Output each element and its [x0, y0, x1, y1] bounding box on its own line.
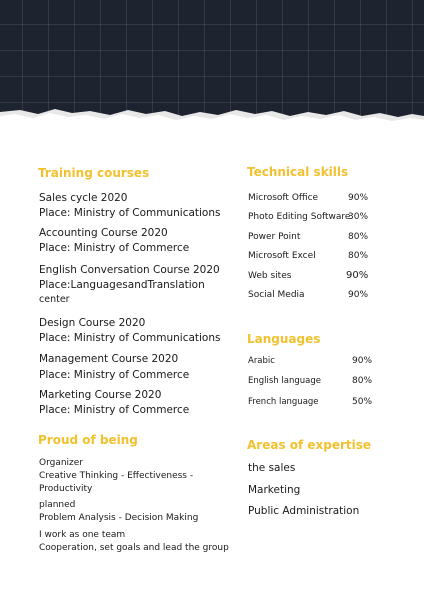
torn-paper-edge: [0, 98, 424, 138]
course-name: Sales cycle 2020: [39, 192, 128, 204]
course-place-continued: center: [39, 294, 70, 305]
language-name: French language: [248, 397, 319, 407]
language-percent: 80%: [352, 376, 373, 386]
expertise-item: the sales: [248, 462, 296, 474]
language-name: English language: [248, 376, 321, 386]
skill-name: Photo Editing Software: [248, 212, 351, 222]
course-place: Place: Ministry of Commerce: [39, 369, 190, 381]
course-place: Place: Ministry of Communications: [39, 332, 221, 344]
skill-percent: 80%: [348, 232, 369, 242]
proud-item: Problem Analysis - Decision Making: [39, 513, 199, 523]
skill-percent: 80%: [348, 251, 369, 261]
proud-item: Organizer: [39, 458, 84, 468]
course-name: Design Course 2020: [39, 317, 146, 329]
place-word: Place:: [39, 279, 71, 291]
place-word: Languages: [70, 279, 128, 291]
expertise-item: Marketing: [248, 484, 301, 496]
place-word: Translation: [147, 279, 205, 291]
skill-name: Microsoft Office: [248, 193, 319, 203]
training-courses-heading: Training courses: [38, 166, 150, 180]
expertise-item: Public Administration: [248, 505, 360, 517]
proud-item: Cooperation, set goals and lead the group: [39, 543, 229, 553]
proud-item: planned: [39, 500, 76, 510]
course-place: Place: Ministry of Commerce: [39, 404, 190, 416]
course-name: Management Course 2020: [39, 353, 179, 365]
course-place: Place: Ministry of Commerce: [39, 242, 190, 254]
language-percent: 50%: [352, 397, 373, 407]
course-name: Marketing Course 2020: [39, 389, 162, 401]
skill-name: Web sites: [248, 271, 292, 281]
skill-percent: 30%: [348, 212, 369, 222]
course-name: Accounting Course 2020: [39, 227, 168, 239]
course-place: [39, 279, 203, 292]
proud-item: I work as one team: [39, 530, 126, 540]
skill-name: Power Point: [248, 232, 301, 242]
languages-heading: Languages: [247, 332, 321, 346]
place-word: and: [127, 279, 148, 291]
technical-skills-heading: Technical skills: [247, 165, 349, 179]
skill-percent: 90%: [348, 290, 369, 300]
proud-of-being-heading: Proud of being: [38, 433, 138, 447]
skill-percent: 90%: [346, 270, 369, 281]
proud-item: Creative Thinking - Effectiveness -: [39, 471, 194, 481]
language-percent: 90%: [352, 356, 373, 366]
proud-item: Productivity: [39, 484, 93, 494]
skill-percent: 90%: [348, 193, 369, 203]
skill-name: Social Media: [248, 290, 305, 300]
language-name: Arabic: [248, 356, 275, 366]
course-name: English Conversation Course 2020: [39, 264, 220, 276]
course-place: Place: Ministry of Communications: [39, 207, 221, 219]
skill-name: Microsoft Excel: [248, 251, 316, 261]
areas-of-expertise-heading: Areas of expertise: [247, 438, 372, 452]
